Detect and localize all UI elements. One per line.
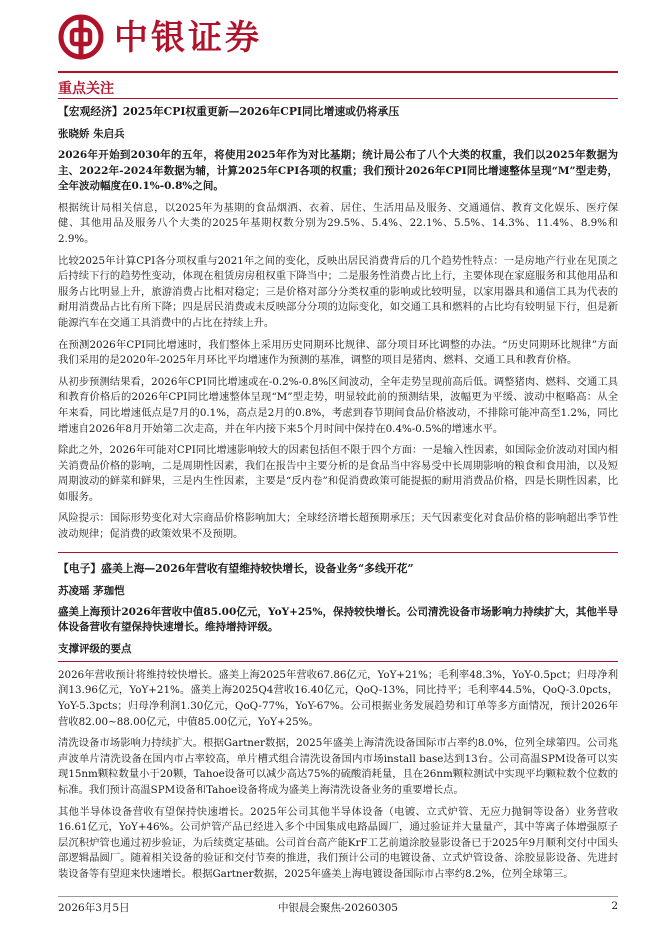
article-divider <box>58 552 618 553</box>
subhead-rule <box>58 661 618 662</box>
article1-paragraph: 在预测2026年CPI同比增速时，我们整体上采用历史同期环比规律、部分项目环比调整的办法。“历史同期环比规律”方面我们采用的是2020年-2025年月环比平均增速作为预测的基准，调整的项目是猪肉、燃料、交通工具和教育价格。 <box>58 338 618 367</box>
footer-rule <box>58 896 618 897</box>
section-title: 重点关注 <box>58 81 114 97</box>
header-rule <box>58 71 618 73</box>
article2-paragraph: 清洗设备市场影响力持续扩大。根据Gartner数据，2025年盛美上海清洗设备国际市占率约8.0%，位列全球第四。公司兆声波单片清洗设备在国内市占率较高，单片槽式组合清洗设备国内市场install base达到13台。公司高温SPM设备可以实现15nm颗粒数量小于20颗，Tahoe设备可以减少高达75%的硫酸消耗量，且在26nm颗粒测试中实现平均颗粒数个位数的标准。我们预计高温SPM设备和Tahoe设备将成为盛美上海清洗设备业务的重要增长点。 <box>58 737 618 796</box>
article2-paragraph: 2026年营收预计将维持较快增长。盛美上海2025年营收67.86亿元，YoY+21%；毛利率48.3%，YoY-0.5pct；归母净利润13.96亿元，YoY+21%。盛美上海2025Q4营收16.40亿元，QoQ-13%，同比持平；毛利率44.5%，QoQ-3.0pcts，YoY-5.3pcts；归母净利润1.30亿元，QoQ-77%，YoY-67%。公司根据业务发展趋势和订单等多方面情况，预计2026年营收82.00~88.00亿元，中值85.00亿元，YoY+25%。 <box>58 668 618 728</box>
article2-title: 【电子】盛美上海—2026年营收有望维持较快增长，设备业务“多线开花” <box>58 561 414 575</box>
page-number: 2 <box>611 900 618 912</box>
article2-subhead: 支撑评级的要点 <box>58 642 132 655</box>
article1-paragraph: 比较2025年计算CPI各分项权重与2021年之间的变化，反映出居民消费背后的几个趋势性特点：一是房地产行业在见顶之后持续下行的趋势性变动，体现在租赁房房租权重下降当中；二是服务性消费占比上行，主要体现在家庭服务和其他用品和服务占比明显上升，旅游消费占比相对稳定；三是价格对部分分类权重的影响或比较明显，以家用器具和通信工具为代表的耐用消费品占比有所下降；四是居民消费或未反映部分分项的边际变化，如交通工具和燃料的占比均有较明显下行，但是新能源汽车在交通工具消费中的占比在持续上升。 <box>58 254 618 329</box>
article2-authors: 苏凌瑶 茅珈恺 <box>58 584 125 597</box>
article1-risk: 风险提示：国际形势变化对大宗商品价格影响加大；全球经济增长超预期承压；天气因素变化对食品价格的影响超出季节性波动规律；促消费的政策效果不及预期。 <box>58 512 618 541</box>
section-rule <box>58 98 618 99</box>
article2-lead: 盛美上海预计2026年营收中值85.00亿元，YoY+25%，保持较快增长。公司清洗设备市场影响力持续扩大，其他半导体设备营收有望保持快速增长。维持增持评级。 <box>58 605 618 634</box>
header <box>58 14 618 74</box>
article1-paragraph: 除此之外，2026年可能对CPI同比增速影响较大的因素包括但不限于四个方面：一是输入性因素，如国际金价波动对国内相关消费品价格的影响，二是周期性因素，我们在报告中主要分析的是食品当中容易受中长周期影响的粮食和食用油，以及短周期波动的鲜菜和鲜果，三是内生性因素，主要是“反内卷”和促消费政策可能提振的耐用消费品价格，四是长期性因素，比如服务。 <box>58 444 618 503</box>
article1-paragraph: 根据统计局相关信息，以2025年为基期的食品烟酒、衣着、居住、生活用品及服务、交通通信、教育文化娱乐、医疗保健、其他用品及服务八个大类的2025年基期权数分别为29.5%、5.4%、22.1%、5.5%、14.3%、11.4%、8.9%和2.9%。 <box>58 201 618 245</box>
article1-lead: 2026年开始到2030年的五年，将使用2025年作为对比基期；统计局公布了八个大类的权重，我们以2025年数据为主、2022年-2024年数据为辅，计算2025年CPI各项的权重；我们预计2026年CPI同比增速整体呈现“M”型走势，全年波动幅度在0.1%-0.8%之间。 <box>58 149 618 193</box>
article1-authors: 张晓娇 朱启兵 <box>58 128 125 140</box>
article1-title: 【宏观经济】2025年CPI权重更新—2026年CPI同比增速或仍将承压 <box>58 105 400 118</box>
brand-name: 中银证券 <box>114 18 262 58</box>
main-content <box>58 104 618 889</box>
footer-date: 2026年3月5日 <box>58 902 130 914</box>
bank-of-china-logo-icon <box>58 14 104 60</box>
footer-title: 中银晨会聚焦-20260305 <box>278 902 398 914</box>
article2-paragraph: 其他半导体设备营收有望保持快速增长。2025年公司其他半导体设备（电镀、立式炉管、无应力抛铜等设备）业务营收16.61亿元，YoY+46%。公司炉管产品已经进入多个中国集成电路晶圆厂，通过验证并大量量产，其中等离子体增强原子层沉积炉管也通过初步验证，为后续奠定基础。公司首台高产能KrF工艺前道涂胶显影设备已于2025年9月顺利交付中国头部逻辑晶圆厂。随着相关设备的验证和交付节奏的推进，我们预计公司的电镀设备、立式炉管设备、涂胶显影设备、先进封装设备等有望迎来快速增长。根据Gartner数据，2025年盛美上海电镀设备国际市占率约8.2%，位列全球第三。 <box>58 805 618 880</box>
article1-paragraph: 从初步预测结果看，2026年CPI同比增速或在-0.2%-0.8%区间波动，全年走势呈现前高后低。调整猪肉、燃料、交通工具和教育价格后的2026年CPI同比增速整体呈现“M”型走势，明显较此前的预测结果，波幅更为平缓、波动中枢略高：从全年来看，同比增速低点是7月的0.1%，高点是2月的0.8%，考虑到春节期间食品价格波动，不排除可能冲高至1.2%，同比增速自2026年8月开始第二次走高，并在年内接下来5个月时间中保持在0.4%-0.5%的增速水平。 <box>58 375 618 435</box>
